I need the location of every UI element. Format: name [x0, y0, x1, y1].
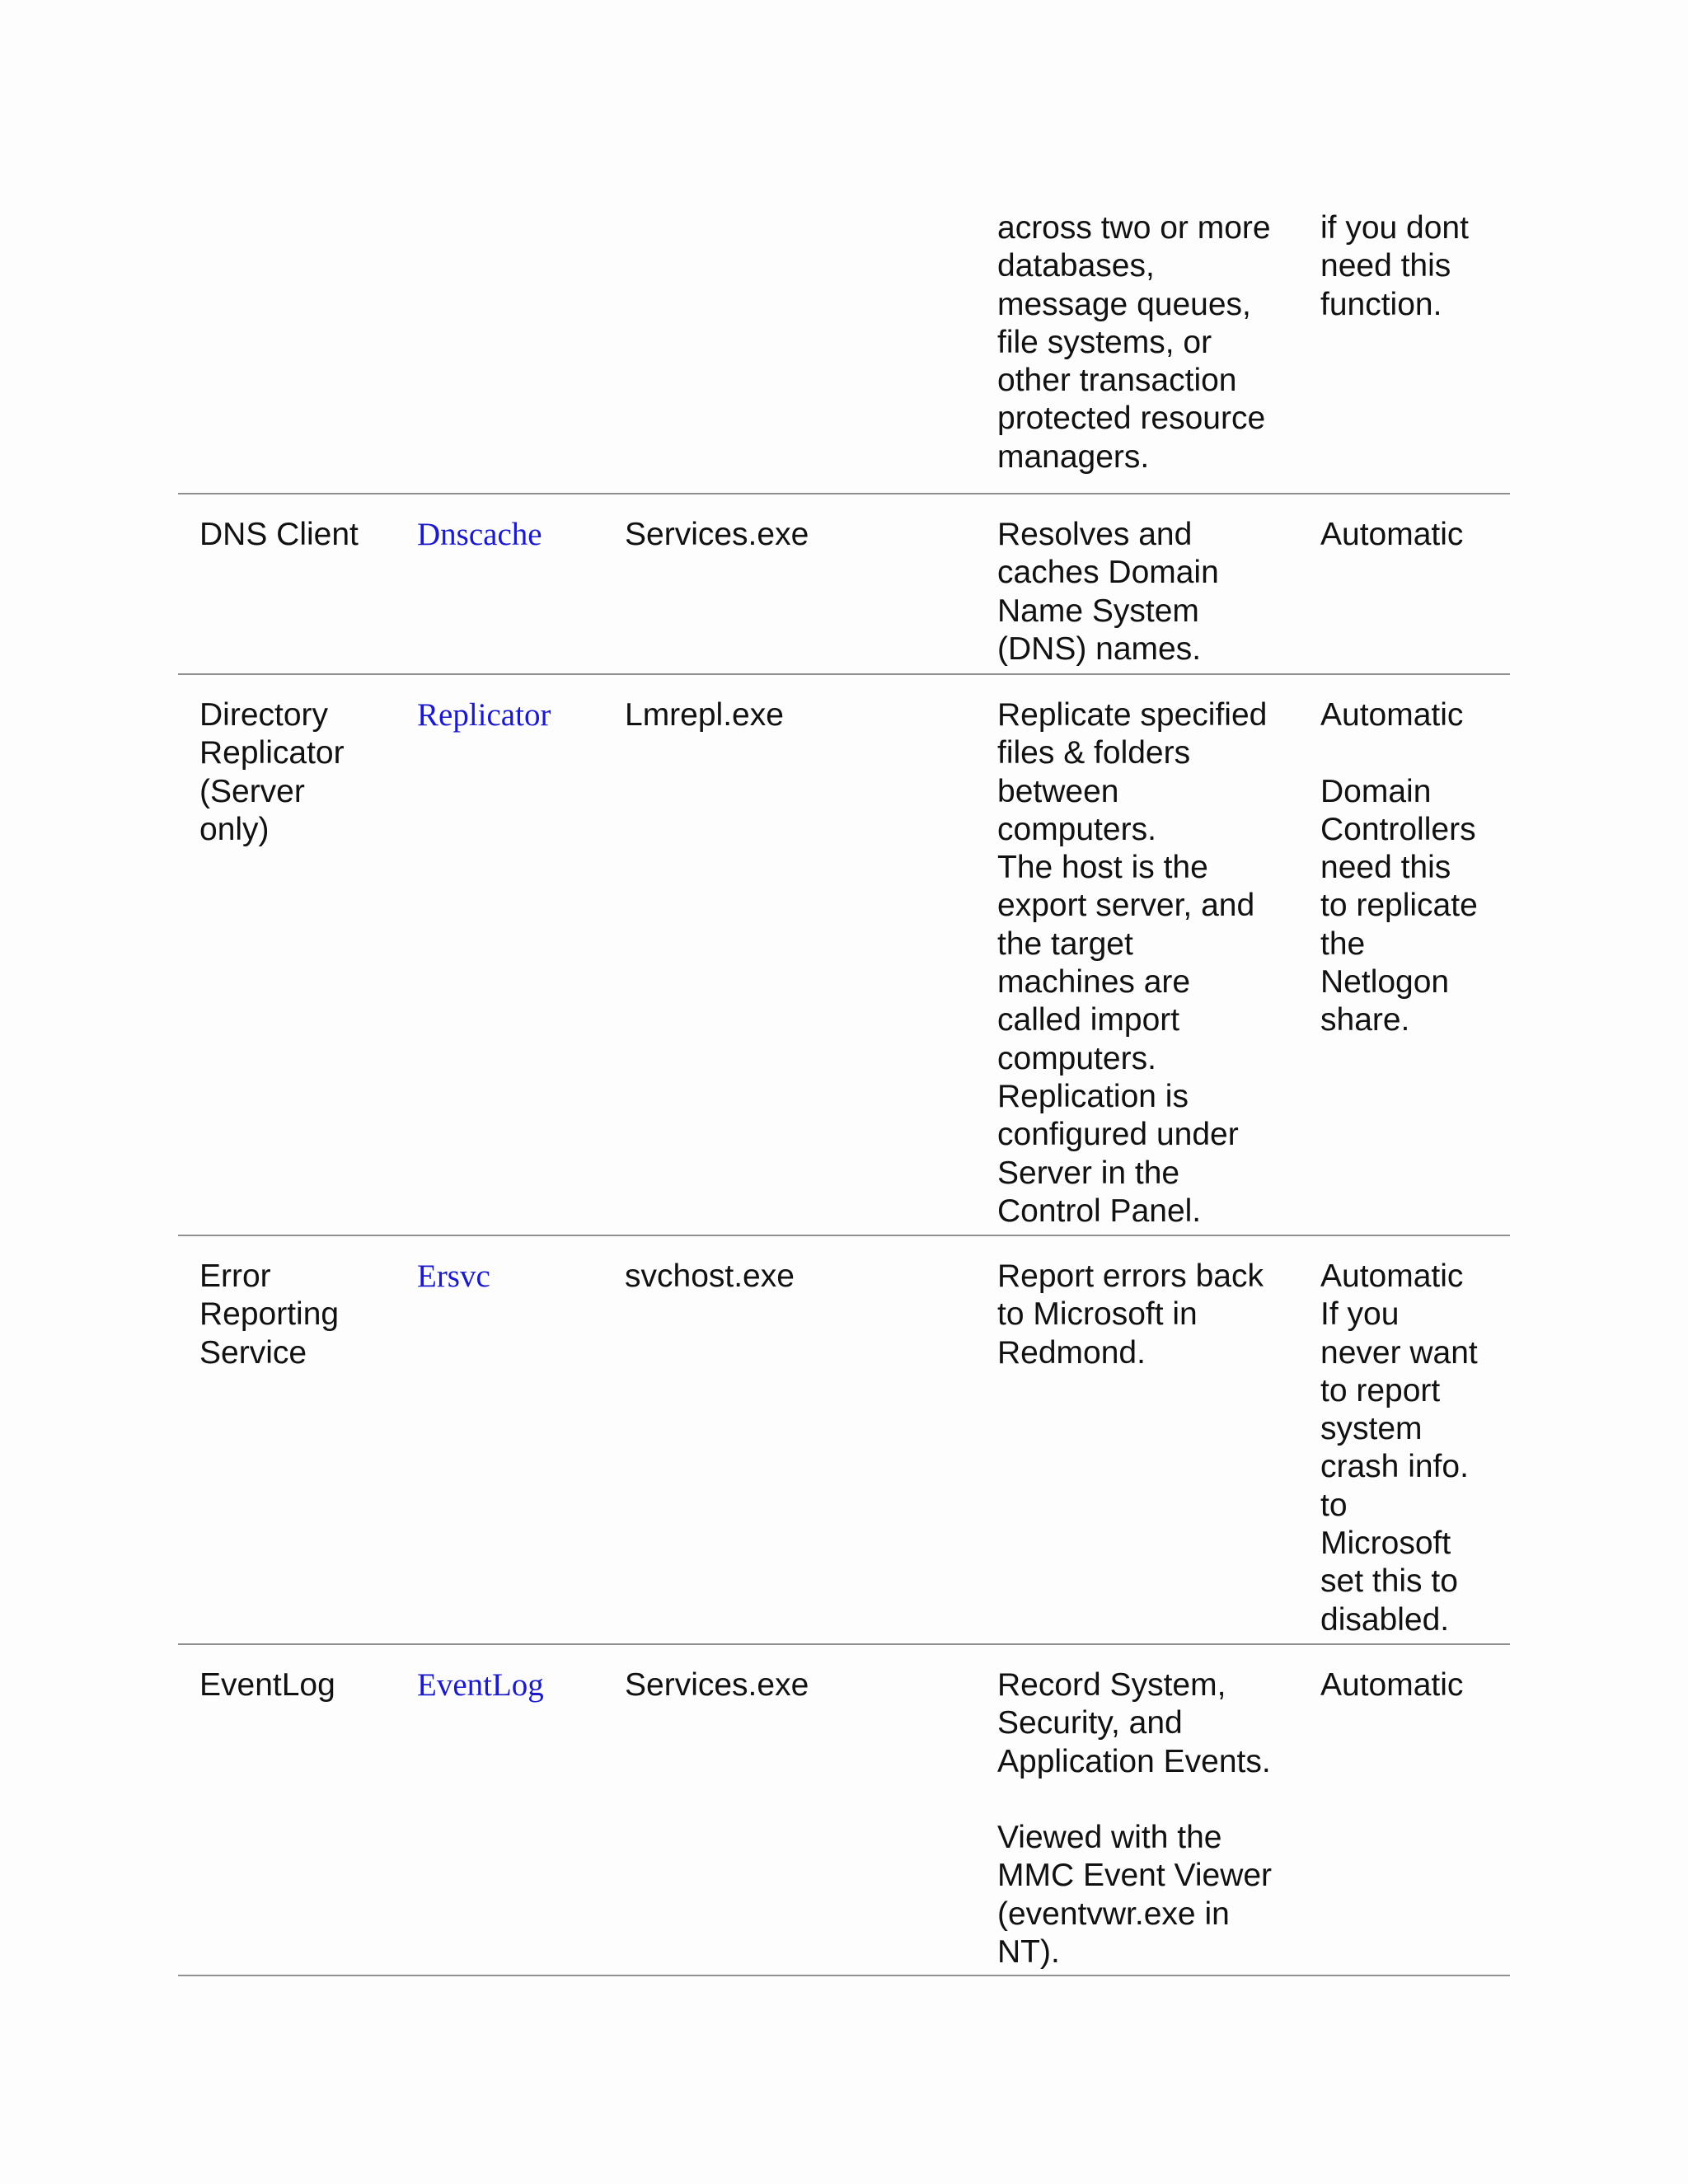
- table-row: [178, 675, 1510, 1236]
- startup-cell: Automatic If you never want to report system crash info. to Microsoft set this to disabled.: [1320, 1258, 1478, 1638]
- table-row: [178, 494, 1510, 675]
- display-name-cell: Directory Replicator (Server only): [199, 697, 345, 847]
- table-row: [178, 1645, 1510, 1976]
- executable-cell: Services.exe: [625, 517, 809, 552]
- table-row: [178, 1236, 1510, 1645]
- service-name-link[interactable]: EventLog: [417, 1667, 544, 1703]
- description-cell: across two or more databases, message queues, file systems, or other transaction protected resource managers.: [997, 210, 1271, 475]
- executable-cell: svchost.exe: [625, 1258, 795, 1294]
- display-name-cell: Error Reporting Service: [199, 1258, 340, 1371]
- startup-cell: Automatic: [1320, 517, 1464, 552]
- service-name-link[interactable]: Ersvc: [417, 1258, 490, 1294]
- services-table: [178, 209, 1510, 1976]
- startup-cell: Automatic Domain Controllers need this to replicate the Netlogon share.: [1320, 697, 1478, 1038]
- description-cell: Replicate specified files & folders between computers. The host is the export server, and the target machines are called import computers. Replication is configured under Server in the Control Panel.: [997, 697, 1268, 1229]
- description-cell: Resolves and caches Domain Name System (DNS) names.: [997, 517, 1219, 667]
- description-cell: Record System, Security, and Application Events. Viewed with the MMC Event Viewer (eventvwr.exe in NT).: [997, 1667, 1273, 1971]
- table-row-continued: [178, 209, 1510, 494]
- executable-cell: Lmrepl.exe: [625, 697, 784, 733]
- service-name-link[interactable]: Replicator: [417, 697, 551, 733]
- display-name-cell: DNS Client: [199, 517, 359, 552]
- startup-cell: if you dont need this function.: [1320, 210, 1469, 322]
- display-name-cell: EventLog: [199, 1667, 335, 1703]
- startup-cell: Automatic: [1320, 1667, 1464, 1703]
- service-name-link[interactable]: Dnscache: [417, 517, 542, 552]
- executable-cell: Services.exe: [625, 1667, 809, 1703]
- description-cell: Report errors back to Microsoft in Redmond.: [997, 1258, 1264, 1371]
